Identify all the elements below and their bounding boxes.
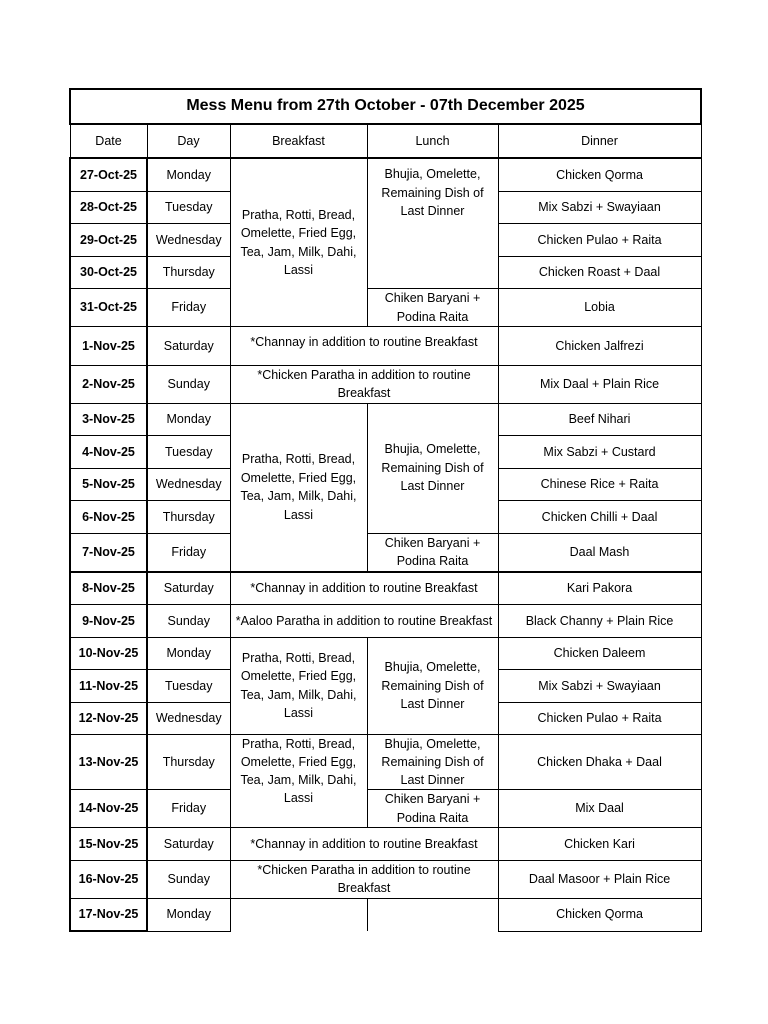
header-breakfast: Breakfast [230,124,367,158]
day-cell: Monday [147,158,230,191]
dinner-cell: Chinese Rice + Raita [498,468,701,501]
day-cell: Saturday [147,572,230,605]
dinner-cell: Chicken Dhaka + Daal [498,735,701,790]
breakfast-cell: Pratha, Rotti, Bread, Omelette, Fried Egg, Tea, Jam, Milk, Dahi, Lassi [230,403,367,572]
date-cell: 10-Nov-25 [70,637,147,670]
day-cell: Thursday [147,735,230,790]
date-cell: 16-Nov-25 [70,860,147,898]
table-row [70,637,701,670]
dinner-cell: Kari Pakora [498,572,701,605]
date-cell: 3-Nov-25 [70,403,147,436]
table-row [70,403,701,436]
table-row [70,605,701,638]
lunch-cell: Bhujia, Omelette, Remaining Dish of Last Dinner [367,158,498,289]
lunch-cell: Chiken Baryani + Podina Raita [367,533,498,572]
day-cell: Sunday [147,860,230,898]
day-cell: Monday [147,898,230,931]
date-cell: 14-Nov-25 [70,790,147,828]
table-row [70,860,701,898]
dinner-cell: Beef Nihari [498,403,701,436]
breakfast-cell: Pratha, Rotti, Bread, Omelette, Fried Egg, Tea, Jam, Milk, Dahi, Lassi [230,158,367,327]
day-cell: Wednesday [147,224,230,257]
day-cell: Tuesday [147,191,230,224]
date-cell: 2-Nov-25 [70,365,147,403]
day-cell: Friday [147,533,230,572]
date-cell: 29-Oct-25 [70,224,147,257]
dinner-cell: Chicken Qorma [498,158,701,191]
dinner-cell: Mix Sabzi + Custard [498,436,701,469]
dinner-cell: Chicken Roast + Daal [498,256,701,289]
date-cell: 7-Nov-25 [70,533,147,572]
date-cell: 9-Nov-25 [70,605,147,638]
day-cell: Sunday [147,605,230,638]
dinner-cell: Chicken Chilli + Daal [498,501,701,534]
day-cell: Monday [147,637,230,670]
lunch-cell: Chiken Baryani + Podina Raita [367,289,498,327]
day-cell: Saturday [147,327,230,366]
date-cell: 4-Nov-25 [70,436,147,469]
table-row [70,158,701,191]
day-cell: Thursday [147,501,230,534]
day-cell: Thursday [147,256,230,289]
header-lunch: Lunch [367,124,498,158]
date-cell: 17-Nov-25 [70,898,147,931]
dinner-cell: Mix Sabzi + Swayiaan [498,670,701,703]
dinner-cell: Chicken Pulao + Raita [498,702,701,735]
dinner-cell: Chicken Pulao + Raita [498,224,701,257]
dinner-cell: Chicken Daleem [498,637,701,670]
date-cell: 11-Nov-25 [70,670,147,703]
table-row [70,735,701,790]
weekend-meal-cell: *Channay in addition to routine Breakfast [230,327,498,366]
dinner-cell: Mix Daal + Plain Rice [498,365,701,403]
day-cell: Sunday [147,365,230,403]
weekend-meal-cell: *Channay in addition to routine Breakfast [230,828,498,861]
header-day: Day [147,124,230,158]
table-row [70,790,701,828]
dinner-cell: Mix Sabzi + Swayiaan [498,191,701,224]
day-cell: Tuesday [147,670,230,703]
dinner-cell: Chicken Jalfrezi [498,327,701,366]
dinner-cell: Daal Mash [498,533,701,572]
weekend-meal-cell: *Chicken Paratha in addition to routine Breakfast [230,860,498,898]
date-cell: 27-Oct-25 [70,158,147,191]
day-cell: Wednesday [147,702,230,735]
day-cell: Wednesday [147,468,230,501]
dinner-cell: Chicken Qorma [498,898,701,931]
lunch-cell: Bhujia, Omelette, Remaining Dish of Last Dinner [367,637,498,735]
weekend-meal-cell: *Chicken Paratha in addition to routine Breakfast [230,365,498,403]
dinner-cell: Black Channy + Plain Rice [498,605,701,638]
date-cell: 8-Nov-25 [70,572,147,605]
lunch-cell-empty [367,898,498,931]
mess-menu-table [69,88,702,932]
header-date: Date [70,124,147,158]
date-cell: 15-Nov-25 [70,828,147,861]
dinner-cell: Daal Masoor + Plain Rice [498,860,701,898]
date-cell: 1-Nov-25 [70,327,147,366]
dinner-cell: Mix Daal [498,790,701,828]
date-cell: 12-Nov-25 [70,702,147,735]
table-row [70,289,701,327]
day-cell: Friday [147,289,230,327]
date-cell: 5-Nov-25 [70,468,147,501]
breakfast-cell: Pratha, Rotti, Bread, Omelette, Fried Egg, Tea, Jam, Milk, Dahi, Lassi [230,735,367,828]
date-cell: 13-Nov-25 [70,735,147,790]
breakfast-cell: Pratha, Rotti, Bread, Omelette, Fried Egg, Tea, Jam, Milk, Dahi, Lassi [230,637,367,735]
menu-title: Mess Menu from 27th October - 07th December 2025 [70,89,701,124]
lunch-cell: Bhujia, Omelette, Remaining Dish of Last Dinner [367,735,498,790]
lunch-cell: Bhujia, Omelette, Remaining Dish of Last Dinner [367,403,498,533]
day-cell: Friday [147,790,230,828]
date-cell: 28-Oct-25 [70,191,147,224]
date-cell: 6-Nov-25 [70,501,147,534]
weekend-meal-cell: *Channay in addition to routine Breakfast [230,572,498,605]
table-row [70,365,701,403]
date-cell: 31-Oct-25 [70,289,147,327]
breakfast-cell-empty [230,898,367,931]
day-cell: Saturday [147,828,230,861]
lunch-cell: Chiken Baryani + Podina Raita [367,790,498,828]
table-row [70,327,701,366]
date-cell: 30-Oct-25 [70,256,147,289]
weekend-meal-cell: *Aaloo Paratha in addition to routine Breakfast [230,605,498,638]
table-row [70,572,701,605]
table-row [70,898,701,931]
dinner-cell: Chicken Kari [498,828,701,861]
table-row [70,828,701,861]
dinner-cell: Lobia [498,289,701,327]
day-cell: Monday [147,403,230,436]
header-dinner: Dinner [498,124,701,158]
day-cell: Tuesday [147,436,230,469]
table-row [70,533,701,572]
